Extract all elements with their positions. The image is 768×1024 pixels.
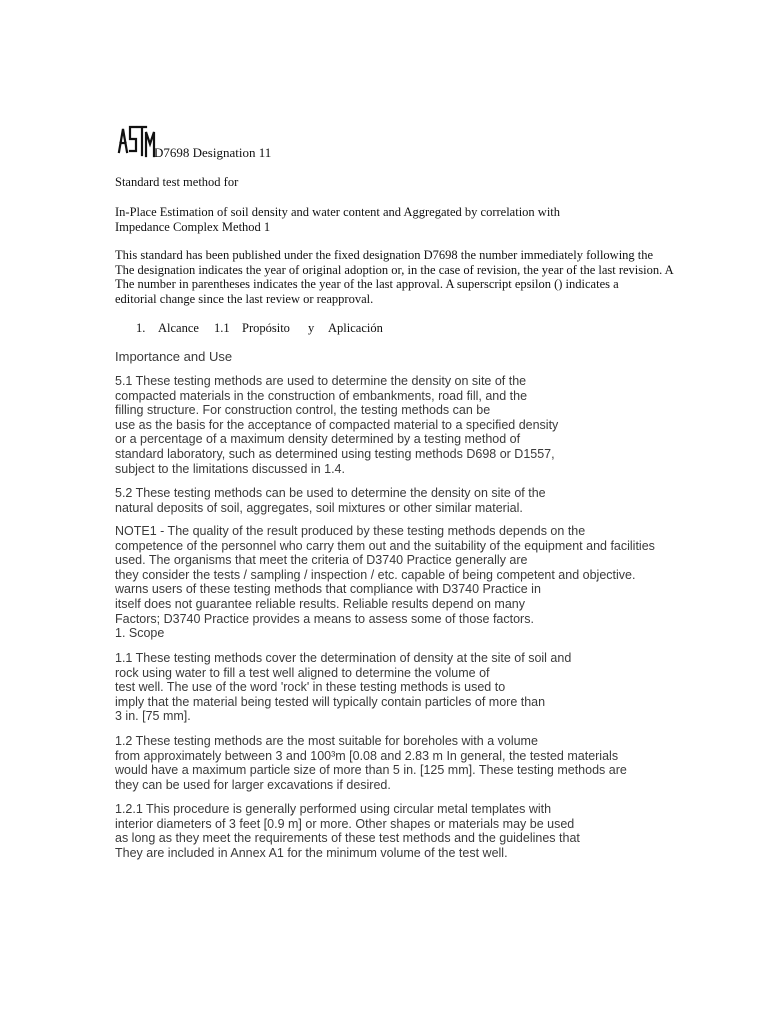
text-line: 1.2.1 This procedure is generally performed using circular metal templates with [115,802,552,816]
text-line: use as the basis for the acceptance of compacted material to a specified density [115,417,559,432]
text-line: warns users of these testing methods that compliance with D3740 Practice in [115,582,541,597]
paragraph-5-2 [115,486,546,515]
text-line: filling structure. For construction control, the testing methods can be [115,403,491,418]
text-line: from approximately between 3 and 100³m [0.08 and 2.83 m In general, the tested materials [115,748,619,763]
document-header [116,120,676,164]
title-line: In-Place Estimation of soil density and water content and Aggregated by correlation with [115,205,561,219]
text-line: subject to the limitations discussed in 1.4. [115,461,345,476]
subsection-word: y [308,321,315,335]
designation: D7698 Designation 11 [154,145,272,160]
scope-heading: 1. Scope [115,626,165,641]
text-line: rock using water to fill a test well aligned to determine the volume of [115,665,490,680]
section-title: Alcance [158,321,199,335]
text-line: NOTE1 - The quality of the result produced by these testing methods depends on the [115,524,586,538]
text-line: standard laboratory, such as determined using testing methods D698 or D1557, [115,446,555,461]
subsection-number: 1.1 [214,321,230,335]
importance-heading: Importance and Use [115,349,233,364]
text-line: or a percentage of a maximum density determined by a testing method of [115,432,521,447]
paragraph-1-2 [115,734,627,792]
note-1 [115,524,655,641]
text-line: itself does not guarantee reliable results. Reliable results depend on many [115,596,525,611]
subsection-word: Propósito [242,321,290,335]
text-line: imply that the material being tested will typically contain particles of more than [115,694,546,709]
text-line: as long as they meet the requirements of these test methods and the guidelines that [115,831,580,846]
text-line: competence of the personnel who carry them out and the suitability of the equipment and facilities [115,538,655,553]
text-line: 5.2 These testing methods can be used to determine the density on site of the [115,486,546,500]
text-line: 5.1 These testing methods are used to determine the density on site of the [115,374,527,388]
text-line: used. The organisms that meet the criteria of D3740 Practice generally are [115,553,528,568]
notice-line: This standard has been published under the fixed designation D7698 the number immediately following the [115,248,654,262]
alcance-heading [136,321,383,336]
notice-line: The number in parentheses indicates the year of the last approval. A superscript epsilon () indicates a [115,277,619,292]
text-line: interior diameters of 3 feet [0.9 m] or more. Other shapes or materials may be used [115,816,575,831]
text-line: 1.2 These testing methods are the most suitable for boreholes with a volume [115,734,538,748]
paragraph-5-1 [115,374,558,476]
text-line: compacted materials in the construction of embankments, road fill, and the [115,388,528,403]
publication-notice [115,248,674,306]
document-title [115,205,560,234]
text-line: They are included in Annex A1 for the minimum volume of the test well. [115,845,508,860]
section-number: 1. [136,321,146,335]
astm-logo [116,120,156,160]
notice-line: The designation indicates the year of original adoption or, in the case of revision, the year of the last revision. A [115,262,674,277]
paragraph-1-2-1 [115,802,580,860]
text-line: they consider the tests / sampling / inspection / etc. capable of being competent and objective. [115,567,636,582]
text-line: 1.1 These testing methods cover the determination of density at the site of soil and [115,651,572,665]
notice-line: editorial change since the last review or reapproval. [115,291,374,306]
text-line: 3 in. [75 mm]. [115,709,191,724]
title-line: Impedance Complex Method 1 [115,219,271,234]
text-line: would have a maximum particle size of more than 5 in. [125 mm]. These testing methods are [115,763,627,778]
text-line: Factors; D3740 Practice provides a means to assess some of those factors. [115,611,534,626]
paragraph-1-1 [115,651,571,724]
text-line: test well. The use of the word 'rock' in these testing methods is used to [115,680,506,695]
text-line: they can be used for larger excavations if desired. [115,777,391,792]
subsection-word: Aplicación [328,321,383,335]
text-line: natural deposits of soil, aggregates, soil mixtures or other similar material. [115,500,523,515]
title-prefix: Standard test method for [115,175,239,189]
